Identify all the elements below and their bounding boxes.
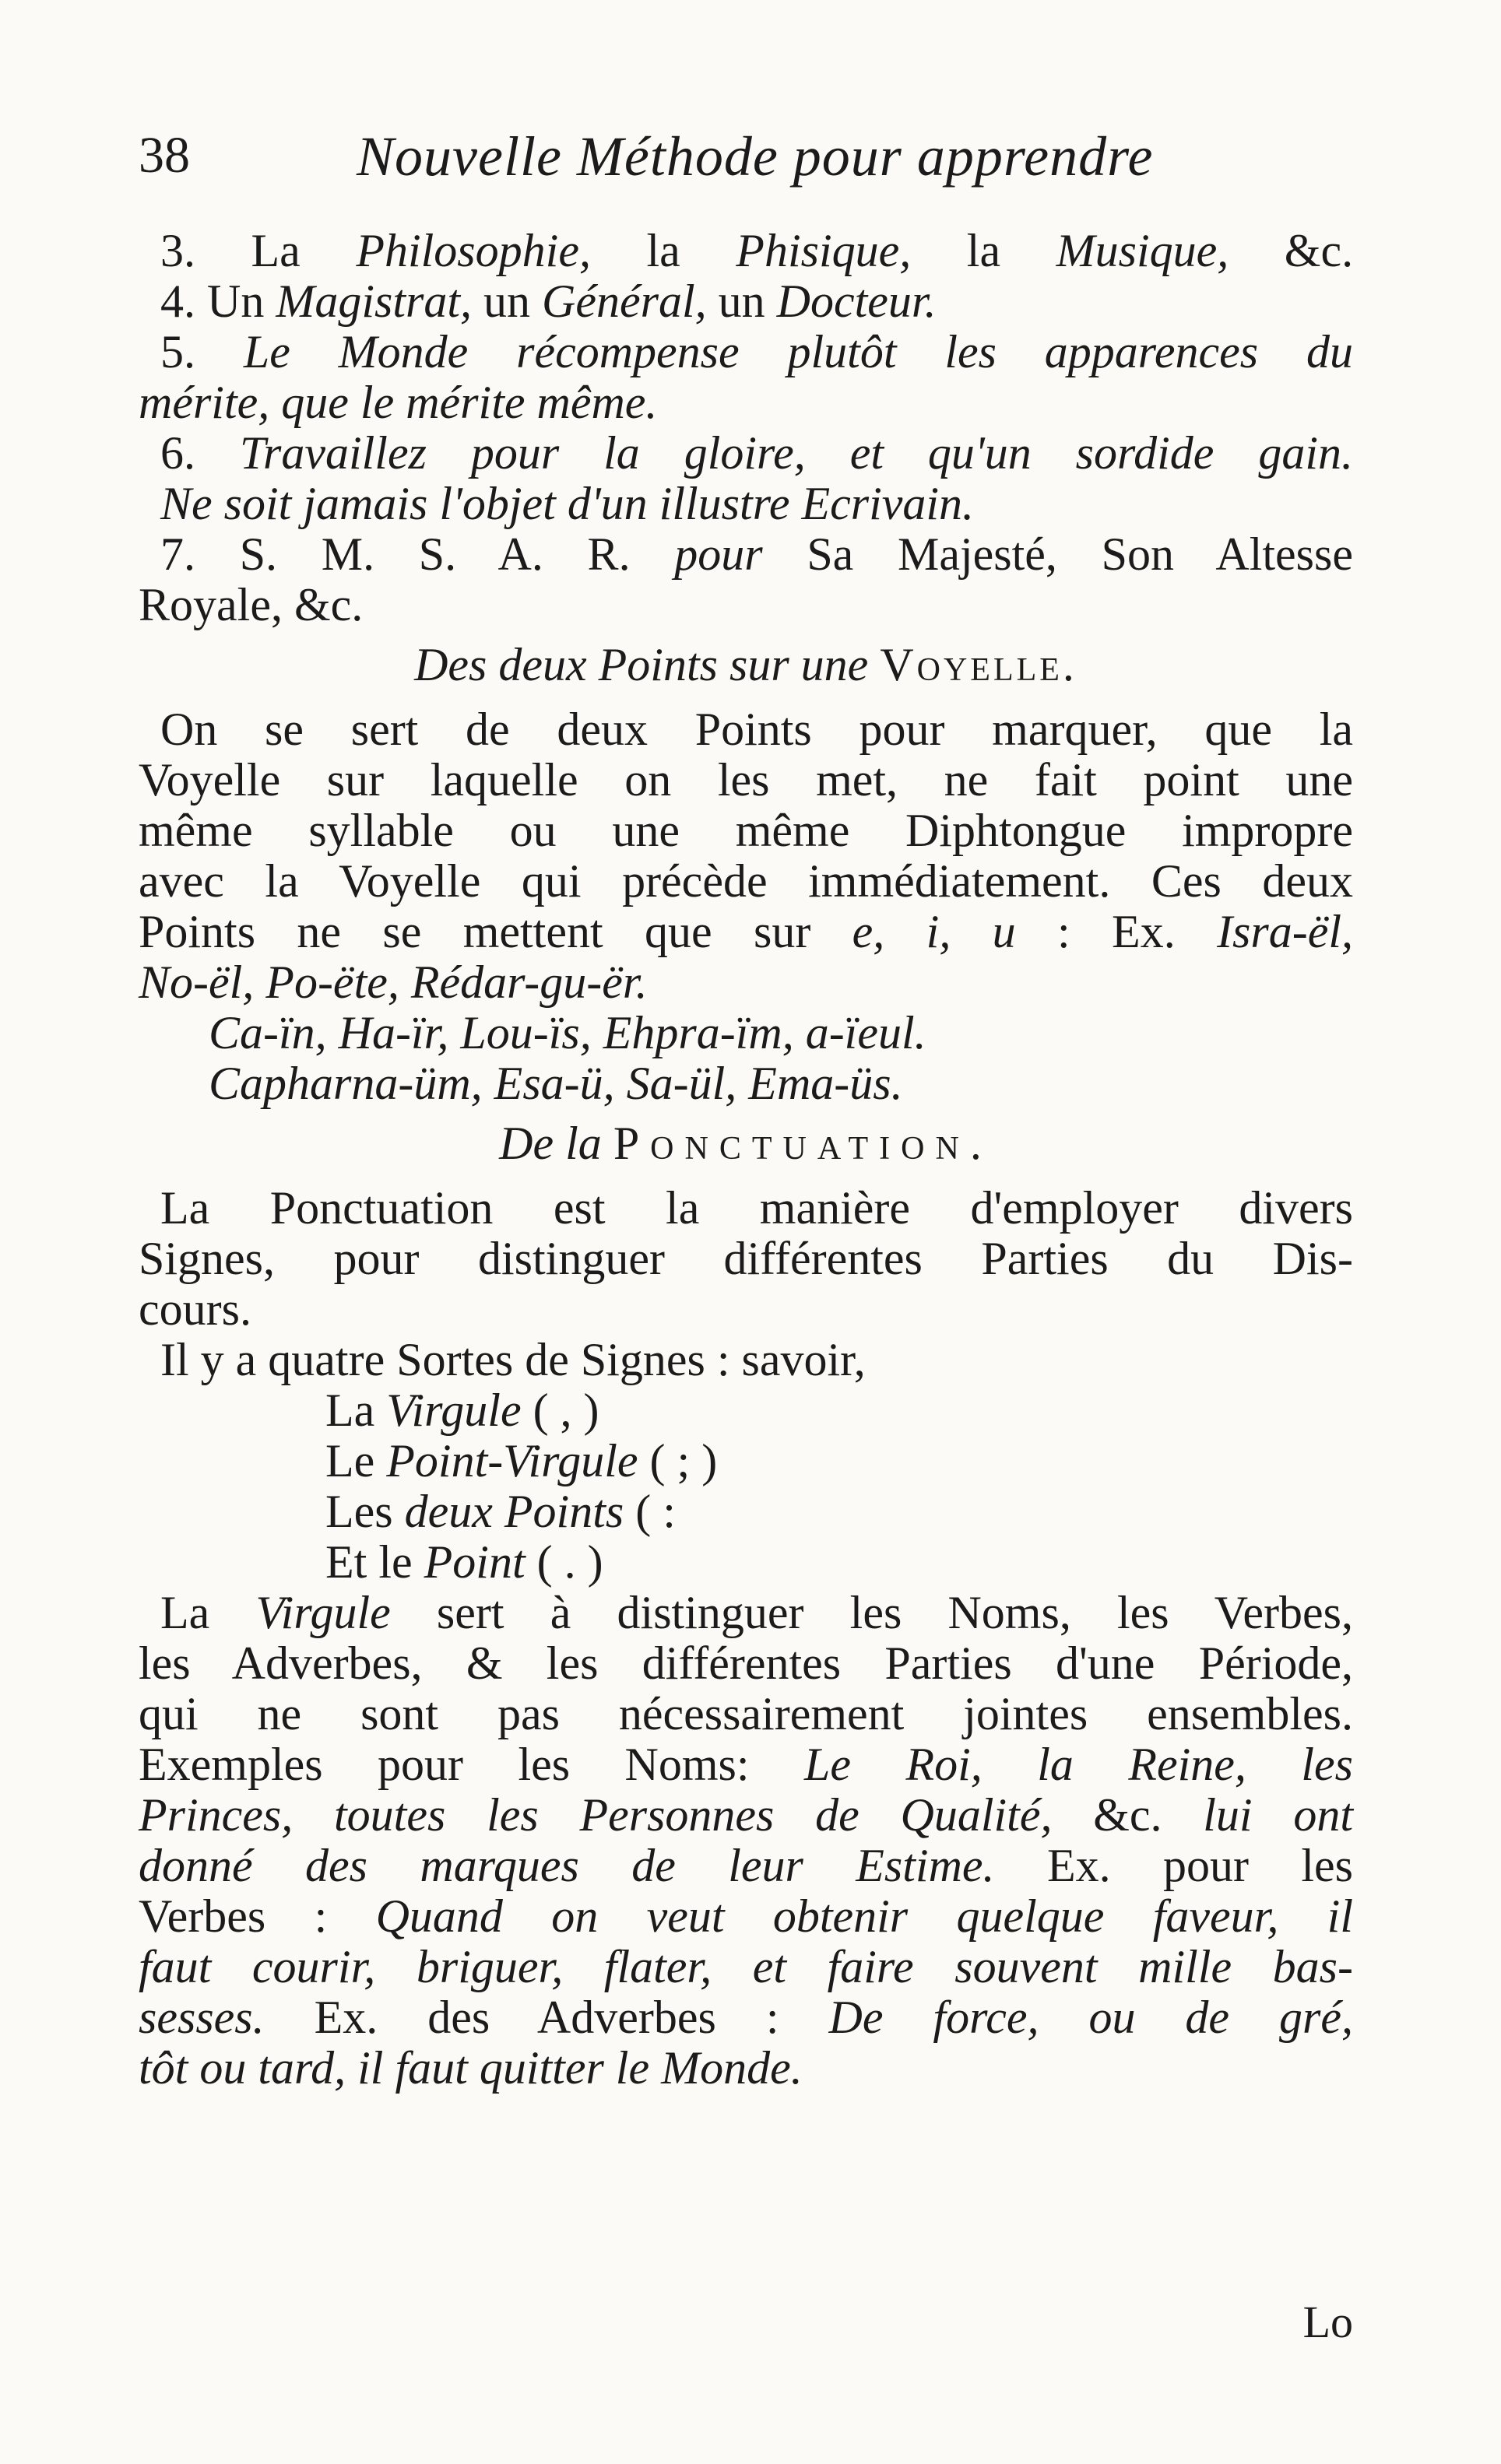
example-italic: Musique,	[1056, 225, 1229, 276]
example-line-4	[139, 276, 1353, 327]
paragraph-line	[139, 1841, 1353, 1891]
sign-mark: ( . )	[536, 1536, 603, 1588]
paragraph-line	[139, 1588, 1353, 1638]
paragraph-text: Exemples pour les Noms:	[139, 1739, 750, 1790]
example-number: 7.	[160, 528, 195, 580]
section-heading-deux-points	[139, 640, 1353, 690]
paragraph-line: On se sert de deux Points pour marquer, que la	[160, 704, 1353, 755]
sign-mark: ( ; )	[649, 1435, 718, 1486]
paragraph-line: même syllable ou une même Diphtongue impropre	[139, 805, 1353, 856]
paragraph-text: Ex. pour les	[1046, 1840, 1354, 1891]
example-text: Un	[207, 276, 265, 327]
paragraph-text: Points ne se mettent que sur	[139, 906, 811, 957]
sign-mark: ( , )	[533, 1385, 599, 1436]
sign-name: Point	[424, 1536, 526, 1588]
paragraph-line	[139, 1891, 1353, 1942]
paragraph-italic: Isra-ël,	[1217, 906, 1354, 957]
paragraph-italic: Princes, toutes les Personnes de Qualité,	[139, 1789, 1053, 1841]
paragraph-italic: lui ont	[1203, 1789, 1353, 1841]
paragraph-line: les Adverbes, & les différentes Parties d'une Période,	[139, 1637, 1353, 1689]
example-line-6	[139, 428, 1353, 479]
example-number: 4.	[160, 276, 195, 327]
example-line-5b: mérite, que le mérite même.	[139, 377, 658, 428]
paragraph-line: avec la Voyelle qui précède immédiatement. Ces deux	[139, 855, 1353, 907]
example-text: Sa Majesté, Son Altesse	[807, 528, 1353, 580]
paragraph-text: sert à distinguer les Noms, les Verbes,	[436, 1587, 1353, 1638]
example-text: un	[718, 276, 765, 327]
catchword: Lo	[1302, 2297, 1353, 2347]
example-italic: Général,	[542, 276, 707, 327]
sign-article: La	[325, 1385, 375, 1436]
example-number: 6.	[160, 427, 195, 479]
sign-article: Les	[325, 1486, 393, 1537]
heading-smallcaps: Ponctuation.	[613, 1118, 993, 1169]
paragraph-italic: sesses.	[139, 1992, 265, 2043]
paragraph-line	[139, 907, 1353, 957]
example-italic: Magistrat,	[276, 276, 473, 327]
example-line-7b: Royale, &c.	[139, 579, 364, 630]
paragraph-line: Voyelle sur laquelle on les met, ne fait point une	[139, 754, 1353, 806]
paragraph-text: : Ex.	[1057, 906, 1176, 957]
example-text: La	[251, 225, 301, 276]
paragraph-text: La	[160, 1587, 210, 1638]
heading-smallcaps: Voyelle.	[880, 639, 1077, 690]
paragraph-line: faut courir, briguer, flater, et faire souvent mille bas-	[139, 1941, 1353, 1992]
example-italic: Philosophie,	[356, 225, 591, 276]
example-text: &c.	[1284, 225, 1354, 276]
example-line-5	[139, 327, 1353, 377]
paragraph-italic: donné des marques de leur Estime.	[139, 1840, 995, 1891]
example-italic: Travaillez pour la gloire, et qu'un sordide gain.	[239, 427, 1354, 479]
paragraph-line: Signes, pour distinguer différentes Parties du Dis-	[139, 1233, 1353, 1284]
page-body	[139, 226, 1353, 2094]
paragraph-text: &c.	[1093, 1789, 1162, 1841]
sign-item	[139, 1385, 1353, 1436]
example-line-3	[139, 226, 1353, 276]
abbreviations: S. M. S. A. R.	[239, 528, 631, 580]
sign-mark: ( :	[635, 1486, 676, 1537]
section-heading-ponctuation	[139, 1118, 1353, 1169]
example-number: 5.	[160, 326, 195, 377]
sign-name: deux Points	[404, 1486, 624, 1537]
paragraph-italic: De force, ou de gré,	[828, 1992, 1354, 2043]
sign-name: Virgule	[386, 1385, 522, 1436]
paragraph-line	[139, 1790, 1353, 1841]
example-text: la	[966, 225, 1001, 276]
heading-italic: Des deux Points sur une	[414, 639, 869, 690]
example-italic: Docteur.	[776, 276, 937, 327]
example-text: un	[483, 276, 531, 327]
example-line-7	[139, 529, 1353, 580]
sign-article: Le	[325, 1435, 375, 1486]
paragraph-line: Il y a quatre Sortes de Signes : savoir,	[160, 1334, 866, 1385]
paragraph-italic: Quand on veut obtenir quelque faveur, il	[375, 1890, 1353, 1942]
paragraph-line	[139, 1739, 1353, 1790]
page-number: 38	[139, 127, 190, 184]
sign-article: Et le	[325, 1536, 413, 1588]
example-italic: pour	[674, 528, 763, 580]
sign-name: Point-Virgule	[386, 1435, 638, 1486]
paragraph-italic: e, i, u	[852, 906, 1016, 957]
paragraph-text: Ex. des Adverbes :	[314, 1992, 779, 2043]
paragraph-line: cours.	[139, 1283, 251, 1335]
paragraph-italic: Virgule	[255, 1587, 391, 1638]
paragraph-line: tôt ou tard, il faut quitter le Monde.	[139, 2042, 803, 2094]
example-number: 3.	[160, 225, 195, 276]
diaeresis-examples: No-ël, Po-ëte, Rédar-gu-ër.	[139, 956, 648, 1008]
diaeresis-examples: Ca-ïn, Ha-ïr, Lou-ïs, Ehpra-ïm, a-ïeul.	[209, 1007, 926, 1058]
sign-item	[139, 1486, 1353, 1537]
diaeresis-examples: Capharna-üm, Esa-ü, Sa-ül, Ema-üs.	[209, 1058, 903, 1109]
example-line-6b: Ne soit jamais l'objet d'un illustre Ecrivain.	[160, 478, 975, 529]
example-text: la	[646, 225, 680, 276]
paragraph-italic: Le Roi, la Reine, les	[804, 1739, 1353, 1790]
running-title: Nouvelle Méthode pour apprendre	[357, 125, 1154, 188]
paragraph-line: qui ne sont pas nécessairement jointes ensembles.	[139, 1688, 1353, 1739]
sign-item	[139, 1436, 1353, 1486]
paragraph-line	[139, 1992, 1353, 2043]
example-italic: Phisique,	[736, 225, 912, 276]
sign-item	[139, 1537, 1353, 1588]
page-header	[139, 117, 1353, 202]
example-italic: Le Monde récompense plutôt les apparences du	[243, 326, 1353, 377]
paragraph-line: La Ponctuation est la manière d'employer divers	[160, 1182, 1353, 1234]
heading-italic: De la	[499, 1118, 602, 1169]
paragraph-text: Verbes :	[139, 1890, 328, 1942]
